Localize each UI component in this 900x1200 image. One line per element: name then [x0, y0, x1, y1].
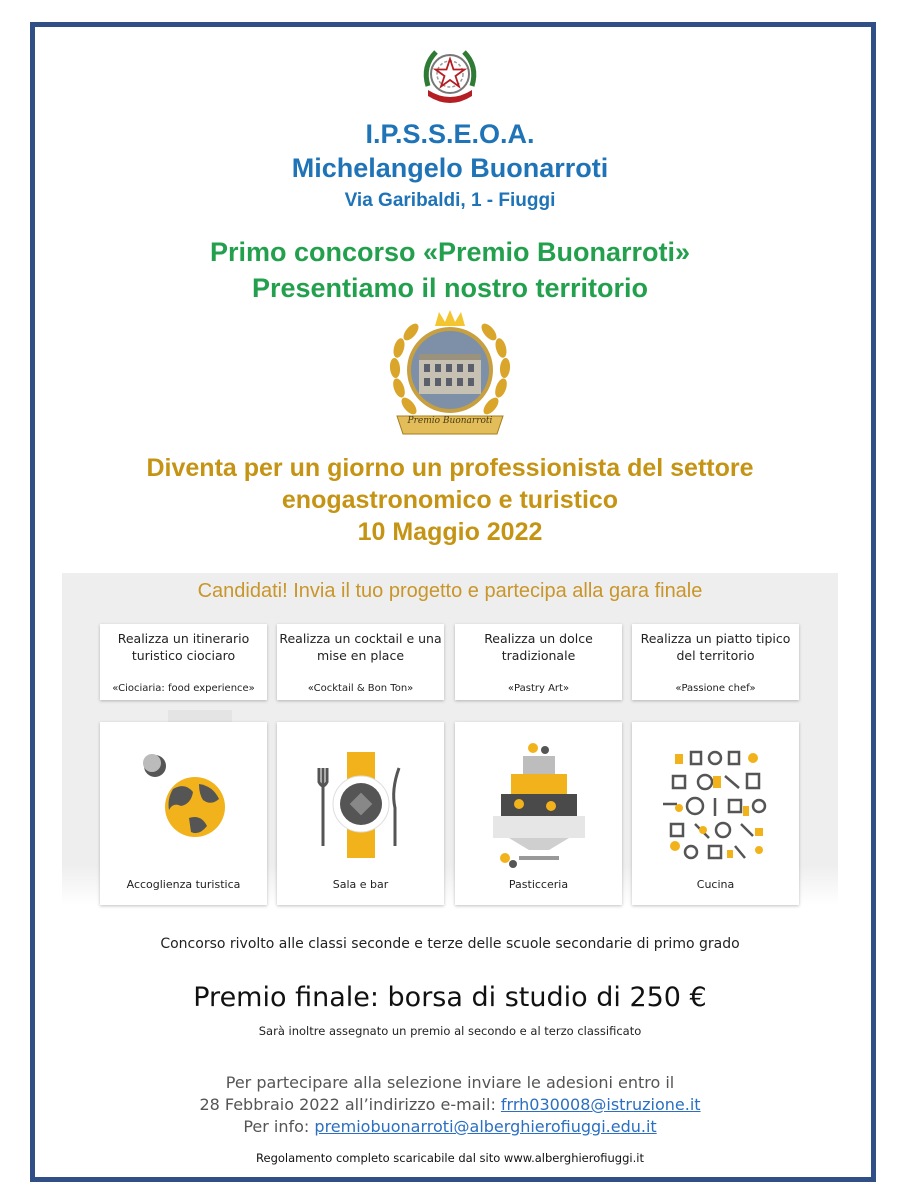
prize-note: Sarà inoltre assegnato un premio al secondo e al terzo classificato	[258, 1024, 642, 1038]
category-label: Cucina	[696, 878, 735, 891]
task-subtitle: «Ciociaria: food experience»	[112, 683, 255, 694]
contest-heading	[0, 234, 900, 306]
headline-date: 10 Maggio 2022	[357, 518, 543, 546]
task-card-piatto	[632, 624, 799, 700]
task-title-line-2: tradizionale	[501, 648, 576, 663]
republic-emblem-icon	[418, 42, 482, 112]
prize-heading: Premio finale: borsa di studio di 250 €	[193, 982, 707, 1013]
category-card-sala	[277, 722, 444, 905]
info-prefix: Per info:	[243, 1117, 315, 1136]
task-title-line-2: del territorio	[676, 648, 755, 663]
submission-email-link[interactable]: frrh030008@istruzione.it	[500, 1095, 701, 1114]
task-title-line-1: Realizza un itinerario	[117, 631, 250, 646]
deadline-text: 28 Febbraio 2022 all’indirizzo e-mail:	[199, 1095, 501, 1114]
category-label: Accoglienza turistica	[126, 878, 241, 891]
category-card-pasticceria	[455, 722, 622, 905]
category-card-accoglienza	[100, 722, 267, 905]
contest-line-1: Primo concorso «Premio Buonarroti»	[209, 237, 691, 267]
headline-line-1: Diventa per un giorno un professionista del settore	[146, 454, 754, 482]
info-line-2	[0, 1094, 900, 1116]
task-card-dolce	[455, 624, 622, 700]
task-title-line-1: Realizza un cocktail e una	[279, 631, 442, 646]
task-title-line-2: mise en place	[316, 648, 405, 663]
task-subtitle: «Cocktail & Bon Ton»	[307, 683, 414, 694]
task-title-line-1: Realizza un piatto tipico	[640, 631, 791, 646]
task-card-itinerario	[100, 624, 267, 700]
info-line-3	[0, 1116, 900, 1138]
institute-acronym: I.P.S.S.E.O.A.	[365, 119, 535, 149]
kitchen-tools-icon	[655, 746, 775, 866]
institute-address: Via Garibaldi, 1 - Fiuggi	[344, 190, 556, 211]
headline-line-2: enogastronomico e turistico	[281, 486, 619, 514]
globe-moon-icon	[133, 744, 233, 844]
headline	[0, 452, 900, 548]
cake-icon	[489, 740, 589, 870]
institute-name: Michelangelo Buonarroti	[291, 153, 609, 183]
participation-info	[0, 1072, 900, 1138]
target-audience: Concorso rivolto alle classi seconde e terze delle scuole secondarie di primo grado	[160, 936, 740, 952]
task-subtitle: «Passione chef»	[675, 683, 756, 694]
category-label: Pasticceria	[508, 878, 569, 891]
badge-ribbon-text: Premio Buonarroti	[407, 416, 493, 426]
info-line-1: Per partecipare alla selezione inviare le adesioni entro il	[225, 1073, 675, 1092]
institute-title	[0, 117, 900, 185]
contest-line-2: Presentiamo il nostro territorio	[251, 273, 649, 303]
task-title-line-2: turistico ciociaro	[131, 648, 236, 663]
category-card-cucina	[632, 722, 799, 905]
regulation-note: Regolamento completo scaricabile dal sito www.alberghierofiuggi.it	[256, 1151, 644, 1165]
category-label: Sala e bar	[332, 878, 389, 891]
info-email-link[interactable]: premiobuonarroti@alberghierofiuggi.edu.it	[314, 1117, 657, 1136]
task-card-cocktail	[277, 624, 444, 700]
task-subtitle: «Pastry Art»	[507, 683, 570, 694]
place-setting-icon	[315, 750, 407, 860]
task-title-line-1: Realizza un dolce	[484, 631, 593, 646]
panel-title: Candidati! Invia il tuo progetto e partecipa alla gara finale	[197, 580, 703, 602]
